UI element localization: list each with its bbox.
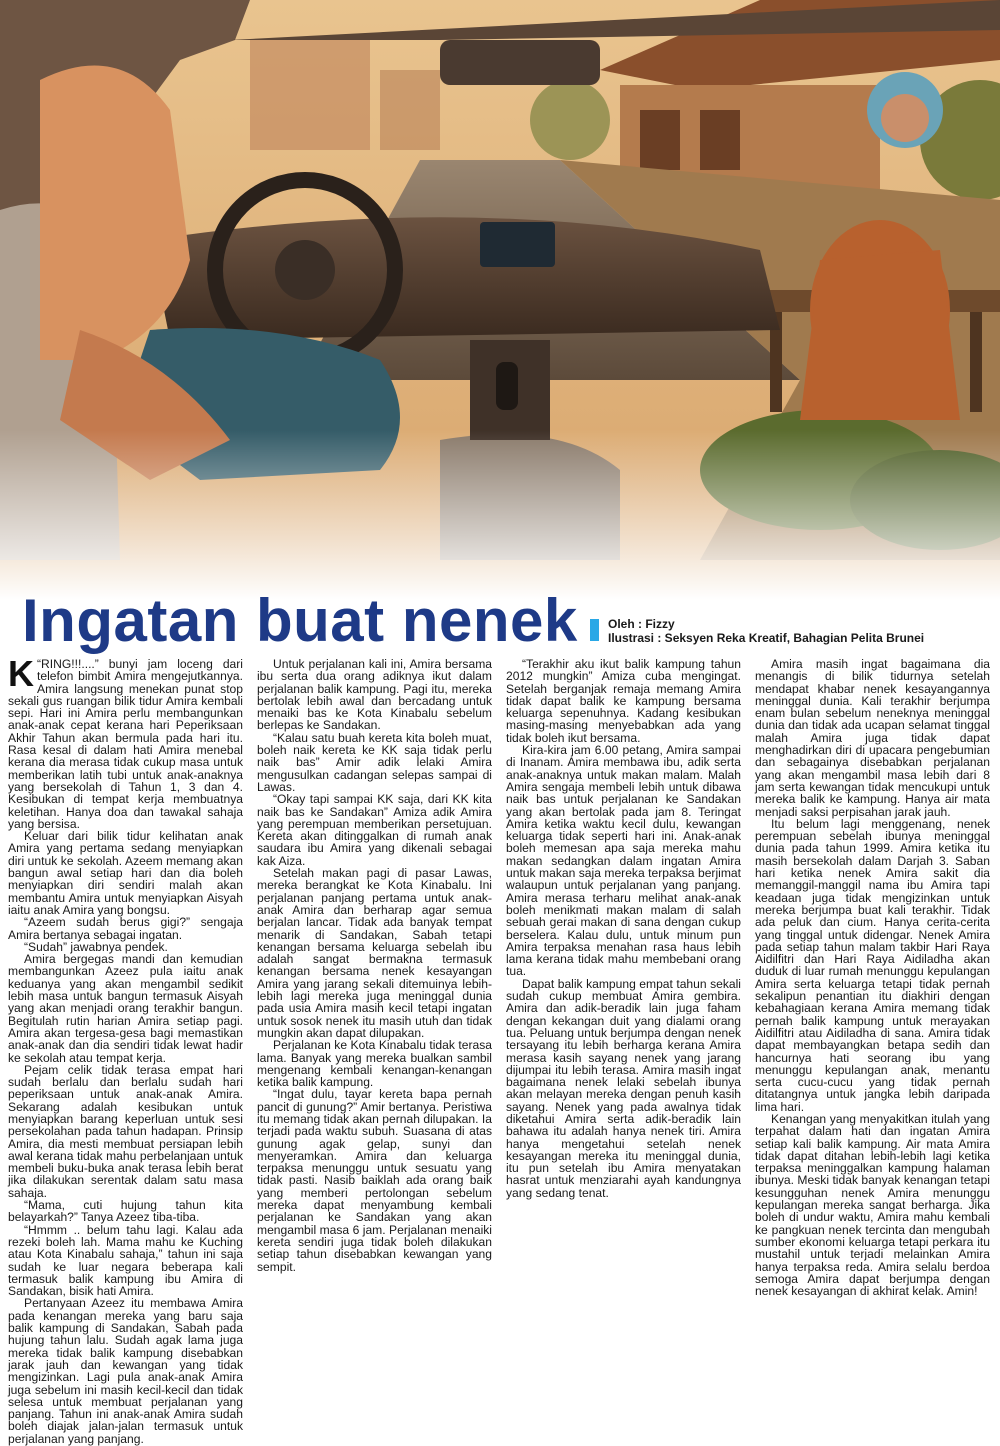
paragraph: Amira bergegas mandi dan kemudian membangunkan Azeez pula iaitu anak keduanya yang akan mengambil sedikit lebih masa untuk bangun termasuk Aisyah yang akan menjadi orang terakhir bangun. Begitulah rutin harian Amira setiap pagi. Amira akan tergesa-gesa bagi memastikan anak-anak dan dia sendiri tidak lewat hadir ke sekolah atau tempat kerja. [8, 952, 243, 1065]
paragraph: “Azeem sudah berus gigi?” sengaja Amira bertanya sebagai ingatan. [8, 915, 243, 942]
column-4 [755, 658, 990, 1314]
paragraph [8, 653, 243, 831]
paragraph: Perjalanan ke Kota Kinabalu tidak terasa lama. Banyak yang mereka bualkan sambil mengenang kembali kenangan-kenangan ketika balik kampung. [257, 1038, 492, 1090]
paragraph: Dapat balik kampung empat tahun sekali sudah cukup membuat Amira gembira. Amira dan adik-beradik lain juga faham dengan kekangan duit yang dialami orang tua. Peluang untuk berjumpa dengan nenek tersayang itu lebih berharga kerana Amira merasa kasih sayang nenek yang jarang dijumpai itu lebih terasa. Amira masih ingat bagaimana nenek lelaki sebelah ibunya akan melayan mereka dengan penuh kasih sayang. Nenek yang pada awalnya tidak diketahui Amira serta adik-beradik lain bahawa itu adalah hanya nenek tiri. Amira hanya mengetahui setelah nenek kesayangan mereka itu meninggal dunia, itu pun setelah ibu Amira menyatakan hasrat untuk menziarahi ayah kandungnya yang sedang tenat. [506, 976, 741, 1200]
paragraph: “Sudah” jawabnya pendek. [24, 939, 168, 954]
paragraph: “Okay tapi sampai KK saja, dari KK kita naik bas ke Sandakan” Amiza adik Amira yang perempuan memberikan persetujuan. Kereta akan ditinggalkan di rumah anak saudara ibu Amira yang dikenali sebagai kak Aiza. [257, 792, 492, 868]
paragraph: Itu belum lagi menggenang, nenek perempuan sebelah ibunya meninggal dunia pada tahun 1999. Amira ketika itu masih bersekolah dalam Darjah 3. Saban hari ketika nenek Amira sakit dia memanggil-manggil nama ibu Amira tapi keadaan juga tidak mengizinkan untuk mereka berjumpa buat kali terakhir. Tidak ada peluk dan cium. Hanya cerita-cerita yang tinggal untuk didengar. Nenek Amira pada setiap tahun malam takbir Hari Raya Aidilfitri dan Hari Raya Aidiladha akan duduk di luar rumah menunggu kepulangan Amira serta keluarga tetapi tidak pernah sekalipun penantian itu diakhiri dengan kebahagiaan kerana Amira memang tidak pernah balik kampung untuk merayakan Aidilfitri atau Aidiladha di sana. Amira tidak dapat membayangkan betapa sedih dan hancurnya hati seorang ibu yang menunggu kepulangan anak, menantu serta cucu-cucu yang tidak pernah ditatangnya untuk jangka lebih daripada lima hari. [755, 816, 990, 1114]
paragraph: Amira masih ingat bagaimana dia menangis di bilik tidurnya setelah mendapat khabar nenek kesayangannya meninggal dunia. Kali terakhir berjumpa enam bulan sebelum neneknya meninggal dunia dan tidak ada ucapan selamat tinggal malah Amira juga tidak dapat menghadirkan diri di upacara pengebumian dan sebagainya disebabkan perjalanan yang akan mengambil masa lebih dari 8 jam serta kewangan tidak mencukupi untuk mereka balik ke kampung. Hanya air mata menjadi saksi perpisahan jarak jauh. [755, 657, 990, 819]
paragraph: Setelah makan pagi di pasar Lawas, mereka berangkat ke Kota Kinabalu. Ini perjalanan panjang pertama untuk anak-anak Amira dan berharap agar semua berjalan lancar. Tidak ada banyak tempat menarik di Sandakan, Sabah tetapi kenangan bersama keluarga sebelah ibu adalah sangat bermakna termasuk kenangan bersama nenek kesayangan Amira yang jarang sekali ditemuinya lebih-lebih lagi mereka juga meninggal dunia pada usia Amira masih kecil tetapi ingatan untuk sosok nenek itu masih utuh dan tidak mungkin akan dapat dilupakan. [257, 866, 492, 1040]
column-2 [257, 658, 492, 1314]
paragraph: Pejam celik tidak terasa empat hari sudah berlalu dan berlalu sudah hari peperiksaan untuk anak-anak Amira. Sekarang adalah kesibukan untuk menyiapkan barang keperluan untuk sesi persekolahan pada tahun hadapan. Prinsip Amira, dia mesti membuat persiapan lebih awal kerana tidak mahu perbelanjaan untuk membeli buku-buka anak terasa lebih berat jika dilakukan serentak dalam satu masa sahaja. [8, 1062, 243, 1200]
dropcap-letter: K [8, 653, 34, 694]
credit-accent-bar [590, 619, 599, 641]
paragraph: Untuk perjalanan kali ini, Amira bersama ibu serta dua orang adiknya ikut dalam perjalanan balik kampung. Pagi itu, mereka bertolak lebih awal dan bercadang untuk menaiki bas ke Kota Kinabalu sebelum berlepas ke Sandakan. [257, 657, 492, 733]
article-title: Ingatan buat nenek [22, 587, 578, 654]
paragraph: “Hmmm .. belum tahu lagi. Kalau ada rezeki boleh lah. Mama mahu ke Kuching atau Kota Kinabalu sahaja,” tahun ini saja sudah ke luar negara beberapa kali termasuk balik kampung ibu Amira di Sandakan, bisik hati Amira. [8, 1222, 243, 1299]
paragraph: “Terakhir aku ikut balik kampung tahun 2012 mungkin” Amiza cuba mengingat. Setelah berganjak remaja memang Amira tidak dapat balik ke kampung bersama keluarga sepenuhnya. Kadang kesibukan masing-masing menyebabkan ada yang tidak boleh ikut bersama. [506, 657, 741, 745]
article-illustration [0, 0, 1000, 600]
paragraph: “Ingat dulu, tayar kereta bapa pernah pancit di gunung?” Amir bertanya. Peristiwa itu memang tidak akan pernah dilupakan. Ia terjadi pada waktu subuh. Suasana di atas gunung agak gelap, sunyi dan menyeramkan. Amira dan keluarga terpaksa menunggu untuk sesuatu yang tidak pasti. Nasib baiklah ada orang baik yang memberi pertolongan sebelum mereka dapat menyambung kembali perjalanan ke Sandakan yang akan mengambil masa 6 jam. Perjalanan menaiki kereta sendiri juga tidak boleh dilakukan setiap tahun disebabkan kewangan yang sempit. [257, 1087, 492, 1274]
paragraph: “Kalau satu buah kereta kita boleh muat, boleh naik kereta ke KK saja tidak perlu naik bas” Amir adik lelaki Amira mengusulkan cadangan selepas sampai di Lawas. [257, 730, 492, 794]
open-quote: “ [37, 657, 42, 671]
illustration-credit: Ilustrasi : Seksyen Reka Kreatif, Bahagian Pelita Brunei [608, 631, 925, 645]
paragraph: Kira-kira jam 6.00 petang, Amira sampai di Inanam. Amira membawa ibu, adik serta anak-anaknya untuk makan malam. Malah Amira sengaja membeli lebih untuk dibawa naik bas untuk perjalanan ke Sandakan yang akan bertolak pada jam 8. Teringat Amira ketika waktu kecil dulu, kewangan keluarga tidak seperti hari ini. Anak-anak boleh memesan apa saja mereka mahu makan sedangkan dalam ingatan Amira untuk makan saja mereka terpaksa berjimat walaupun untuk perjalanan yang panjang. Amira merasa terharu melihat anak-anak boleh menikmati makan malam di salah sebuah gerai makan di sana dengan cukup berselera. Kalau dulu, untuk minum pun Amira terpaksa menahan rasa haus lebih lama kerana tidak mahu membebani orang tua. [506, 743, 741, 979]
paragraph: “Mama, cuti hujung tahun kita belayarkah?” Tanya Azeez tiba-tiba. [8, 1198, 243, 1225]
paragraph-text: RING!!!....” bunyi jam loceng dari telefon bimbit Amira mengejutkannya. Amira langsung menekan punat stop sekali gus ruangan bilik tidur Amira kembali sepi. Hari ini Amira perlu membangunkan anak-anak cepat kerana hari Peperiksaan Akhir Tahun akan bermula pada hari itu. Rasa kesal di dalam hati Amira menebal kerana dia merasa tidak cukup masa untuk memberikan latih tubi untuk anak-anaknya yang bersekolah di Tahun 1, 3 dan 4. Kesibukan di tempat kerja membuatnya keletihan. Hanya doa dan tawakal sahaja yang bersisa. [8, 657, 243, 831]
column-1 [8, 653, 243, 1446]
byline: Oleh : Fizzy [608, 617, 675, 631]
paragraph: Kenangan yang menyakitkan itulah yang terpahat dalam hati dan ingatan Amira setiap kali balik kampung. Air mata Amira tidak dapat ditahan lebih-lebih lagi ketika terpaksa meninggalkan kampung halaman ibunya. Meski tidak banyak kenangan tetapi kesungguhan nenek Amira menunggu kepulangan mereka sangat berharga. Jika boleh di undur waktu, Amira mahu kembali ke pangkuan nenek tercinta dan mengubah sumber ekonomi keluarga tetapi perkara itu mustahil untuk terjadi melainkan Amira hanya terpaksa reda. Amira selalu berdoa semoga Amira dapat berjumpa dengan nenek kesayangan di akhirat kelak. Amin! [755, 1111, 990, 1299]
article-body [8, 653, 990, 1446]
paragraph: Keluar dari bilik tidur kelihatan anak Amira yang pertama sedang menyiapkan diri untuk ke sekolah. Azeem memang akan bangun awal setiap hari dan dia boleh menyiapkan diri sendiri malah akan membantu Amira untuk menyiapkan Aisyah iaitu anak Amira yang bongsu. [8, 829, 243, 917]
column-3 [506, 658, 741, 1314]
paragraph: Pertanyaan Azeez itu membawa Amira pada kenangan mereka yang baru saja balik kampung di Sandakan, Sabah pada hujung tahun lalu. Sudah agak lama juga mereka tidak balik kampung disebabkan jarak jauh dan kewangan yang tidak mengizinkan. Lagi pula anak-anak Amira juga sebelum ini masih kecil-kecil dan tidak selesa untuk membuat perjalanan yang panjang. Tahun ini anak-anak Amira sudah boleh diajak jalan-jalan termasuk untuk perjalanan yang panjang. [8, 1296, 243, 1446]
credits-block [608, 617, 924, 645]
